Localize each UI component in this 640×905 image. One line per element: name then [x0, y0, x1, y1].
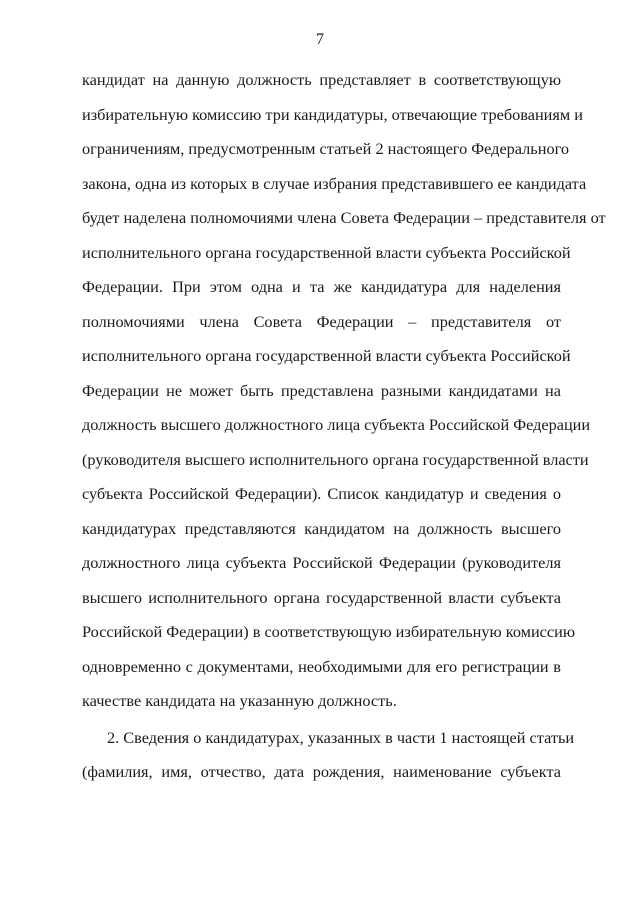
text-line: субъекта Российской Федерации). Список кандидатур и сведения о: [82, 484, 561, 503]
text-line: ограничениям, предусмотренным статьей 2 настоящего Федерального: [82, 139, 569, 158]
text-line: Федерации не может быть представлена разными кандидатами на: [82, 380, 561, 400]
text-line: высшего исполнительного органа государственной власти субъекта: [82, 587, 561, 607]
text-line: Российской Федерации) в соответствующую избирательную комиссию: [82, 622, 575, 641]
text-line: будет наделена полномочиями члена Совета Федерации – представителя от: [82, 208, 606, 227]
text-line: исполнительного органа государственной власти субъекта Российской: [82, 242, 571, 262]
paragraph-2: [82, 727, 575, 797]
text-line: качестве кандидата на указанную должность.: [82, 691, 397, 710]
paragraph-1: [82, 70, 606, 726]
text-line: (руководителя высшего исполнительного органа государственной власти: [82, 449, 589, 469]
text-line: избирательную комиссию три кандидатуры, отвечающие требованиям и: [82, 104, 583, 124]
text-line: кандидат на данную должность представляет в соответствующую: [82, 70, 561, 89]
text-line: закона, одна из которых в случае избрания представившего ее кандидата: [82, 173, 587, 193]
text-line: (фамилия, имя, отчество, дата рождения, наименование субъекта: [82, 762, 561, 781]
text-line: исполнительного органа государственной власти субъекта Российской: [82, 346, 571, 365]
text-line: 2. Сведения о кандидатурах, указанных в части 1 настоящей статьи: [107, 727, 575, 747]
document-body: [82, 70, 606, 797]
text-line: должностного лица субъекта Российской Федерации (руководителя: [82, 553, 561, 572]
text-line: кандидатурах представляются кандидатом на должность высшего: [82, 518, 561, 538]
text-line: должность высшего должностного лица субъекта Российской Федерации: [82, 415, 591, 434]
text-line: Федерации. При этом одна и та же кандидатура для наделения: [82, 277, 561, 296]
text-line: одновременно с документами, необходимыми для его регистрации в: [82, 656, 561, 676]
text-line: полномочиями члена Совета Федерации – представителя от: [82, 311, 561, 331]
page-number: 7: [316, 31, 324, 48]
